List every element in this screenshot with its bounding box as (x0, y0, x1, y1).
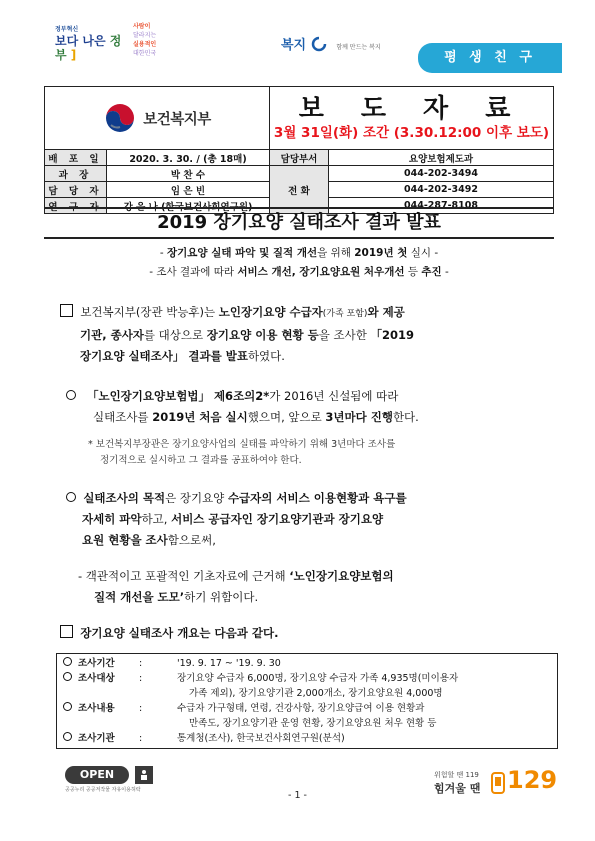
government-innovation-logo: 정부혁신 보다 나은 정부 ] (55, 26, 122, 62)
director-phone: 044-202-3494 (329, 166, 554, 182)
subtitle-2: - 조사 결과에 따라 서비스 개선, 장기요양요원 처우개선 등 추진 - (149, 266, 449, 278)
open-license-logo: OPEN 공공누리 공공저작물 자유이용허락 (65, 766, 165, 796)
phone-icon (491, 772, 505, 794)
staff-label: 담 당 자 (45, 182, 107, 198)
researcher-label: 연 구 자 (45, 198, 107, 214)
lifelong-friend-banner: 평 생 친 구 (418, 43, 562, 73)
circle-bullet-icon (63, 672, 72, 681)
overview-period: 조사기간 : '19. 9. 17 ~ '19. 9. 30 (57, 656, 557, 671)
paragraph-5: 장기요양 실태조사 개요는 다음과 같다. (60, 623, 550, 644)
press-release-header (44, 86, 554, 214)
circle-bullet-icon (66, 492, 76, 502)
embargo-notice: 3월 31일(화) 조간 (3.30.12:00 이후 보도) (273, 125, 550, 141)
release-date-value: 2020. 3. 30. / (총 18매) (107, 150, 270, 166)
press-release-title: 보 도 자 료 (298, 94, 525, 124)
researcher-phone: 044-287-8108 (329, 198, 554, 214)
overview-agency: 조사기관 : 통계청(조사), 한국보건사회연구원(분석) (57, 731, 557, 746)
staff-name: 임 은 빈 (107, 182, 270, 198)
ministry-name: 보건복지부 (143, 111, 211, 128)
staff-phone: 044-202-3492 (329, 182, 554, 198)
subtitle-1: - 장기요양 실태 파악 및 질적 개선을 위해 2019년 첫 실시 - (159, 247, 439, 259)
circle-bullet-icon (63, 702, 72, 711)
main-title: 2019 장기요양 실태조사 결과 발표 (44, 207, 554, 239)
director-label: 과 장 (45, 166, 107, 182)
gov-logo-text-1: 보다 나은 (55, 34, 110, 48)
release-date-label: 배 포 일 (45, 150, 107, 166)
director-name: 박 찬 수 (107, 166, 270, 182)
paragraph-3: 실태조사의 목적은 장기요양 수급자의 서비스 이용현황과 욕구를 자세히 파악하고, 서비스 공급자인 장기요양기관과 장기요양 요원 현황을 조사함으로써, (66, 488, 550, 551)
open-badge: OPEN (65, 766, 129, 784)
paragraph-2: 「노인장기요양보험법」 제6조의2*가 2016년 신설됨에 따라 실태조사를 2019년 처음 실시했으며, 앞으로 3년마다 진행한다. (66, 386, 550, 428)
bokji-logo: 복지 함께 만드는 복지 (281, 38, 381, 53)
page-number: - 1 - (288, 790, 307, 801)
slogan-logo: 사람이 달라지는 실용적인 대한민국 (133, 23, 157, 57)
square-bullet-icon (60, 304, 73, 317)
hotline-number: 129 (507, 766, 558, 794)
circle-bullet-icon (63, 657, 72, 666)
footnote: * 보건복지부장관은 장기요양사업의 실태를 파악하기 위해 3년마다 조사를 정기적으로 실시하고 그 결과를 공표하여야 한다. (88, 439, 396, 466)
ministry-logo (45, 87, 269, 149)
department-value: 요양보험제도과 (329, 150, 554, 166)
gov-logo-text-2: 정부 (55, 34, 122, 62)
square-bullet-icon (60, 625, 73, 638)
taegeuk-emblem-icon (103, 101, 137, 135)
department-label: 담당부서 (270, 150, 329, 166)
circle-bullet-icon (66, 390, 76, 400)
researcher-name: 강 은 나 (한국보건사회연구원) (107, 198, 270, 214)
phone-label: 전 화 (270, 166, 329, 214)
overview-content: 조사내용 : 수급자 가구형태, 연령, 건강사항, 장기요양급여 이용 현황과 만족도, 장기요양기관 운영 현황, 장기요양요원 처우 현황 등 (57, 701, 557, 731)
paragraph-4: - 객관적이고 포괄적인 기초자료에 근거해 ‘노인장기요양보험의 질적 개선을 도모’하기 위함이다. (78, 569, 394, 604)
help-hotline-logo: 위험할 땐 119 힘겨울 땐 129 (434, 766, 558, 795)
overview-target: 조사대상 : 장기요양 수급자 6,000명, 장기요양 수급자 가족 4,935명(미이용자 가족 제외), 장기요양기관 2,000개소, 장기요양요원 4,000명 (57, 671, 557, 701)
paragraph-1: 보건복지부(장관 박능후)는 노인장기요양 수급자(가족 포함)와 제공 기관, 종사자를 대상으로 장기요양 이용 현황 등을 조사한 「2019 장기요양 실태조사」 결과를 발표하였다. (60, 302, 550, 367)
survey-overview-box (56, 653, 558, 749)
attribution-icon (135, 766, 153, 784)
bokji-swirl-icon (311, 36, 327, 52)
circle-bullet-icon (63, 732, 72, 741)
